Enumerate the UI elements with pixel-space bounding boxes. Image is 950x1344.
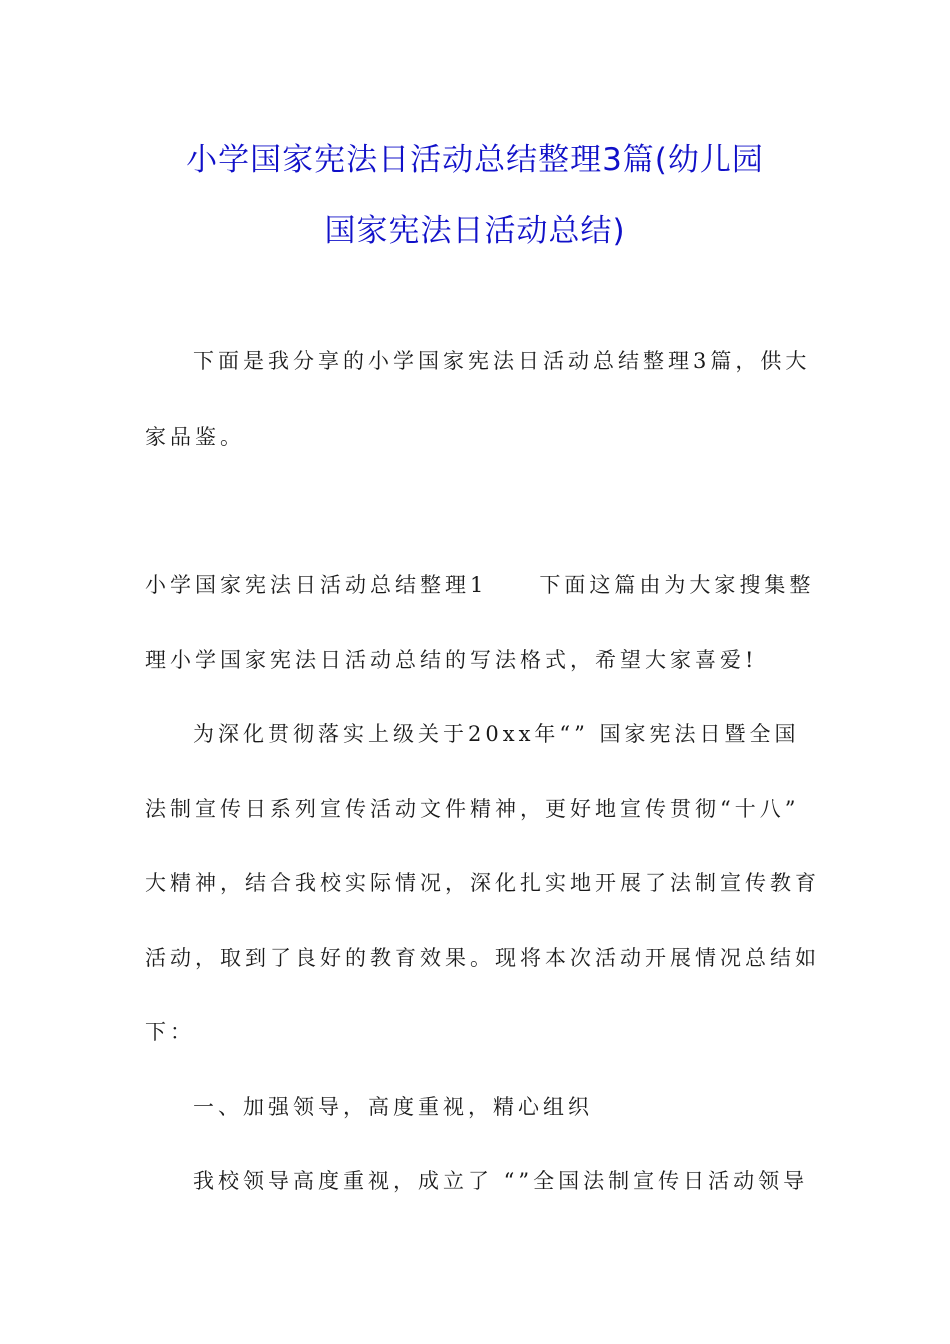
paragraph-1-line-1: 为深化贯彻落实上级关于20xx年“” 国家宪法日暨全国 [193,722,800,746]
intro-line-2: 家品鉴。 [145,425,245,449]
paragraph-1-line-2: 法制宣传日系列宣传活动文件精神，更好地宣传贯彻“十八” [145,797,800,821]
intro-line-1: 下面是我分享的小学国家宪法日活动总结整理3篇，供大 [193,349,811,373]
paragraph-1-line-3: 大精神，结合我校实际情况，深化扎实地开展了法制宣传教育 [145,871,820,895]
document-title-line-2: 国家宪法日活动总结) [324,213,626,249]
section-1-heading: 小学国家宪法日活动总结整理1 [145,573,488,597]
heading-one: 一、加强领导，高度重视，精心组织 [193,1095,593,1119]
paragraph-1-line-5: 下： [145,1020,195,1044]
document-title-line-1: 小学国家宪法日活动总结整理3篇(幼儿园 [186,142,764,178]
section-1-heading-line [145,571,814,599]
section-1-lead: 下面这篇由为大家搜集整 [539,573,815,597]
paragraph-1-line-4: 活动，取到了良好的教育效果。现将本次活动开展情况总结如 [145,946,820,970]
paragraph-2-line-1: 我校领导高度重视，成立了 “”全国法制宣传日活动领导 [193,1169,809,1193]
section-1-line-2: 理小学国家宪法日活动总结的写法格式，希望大家喜爱! [145,648,758,672]
